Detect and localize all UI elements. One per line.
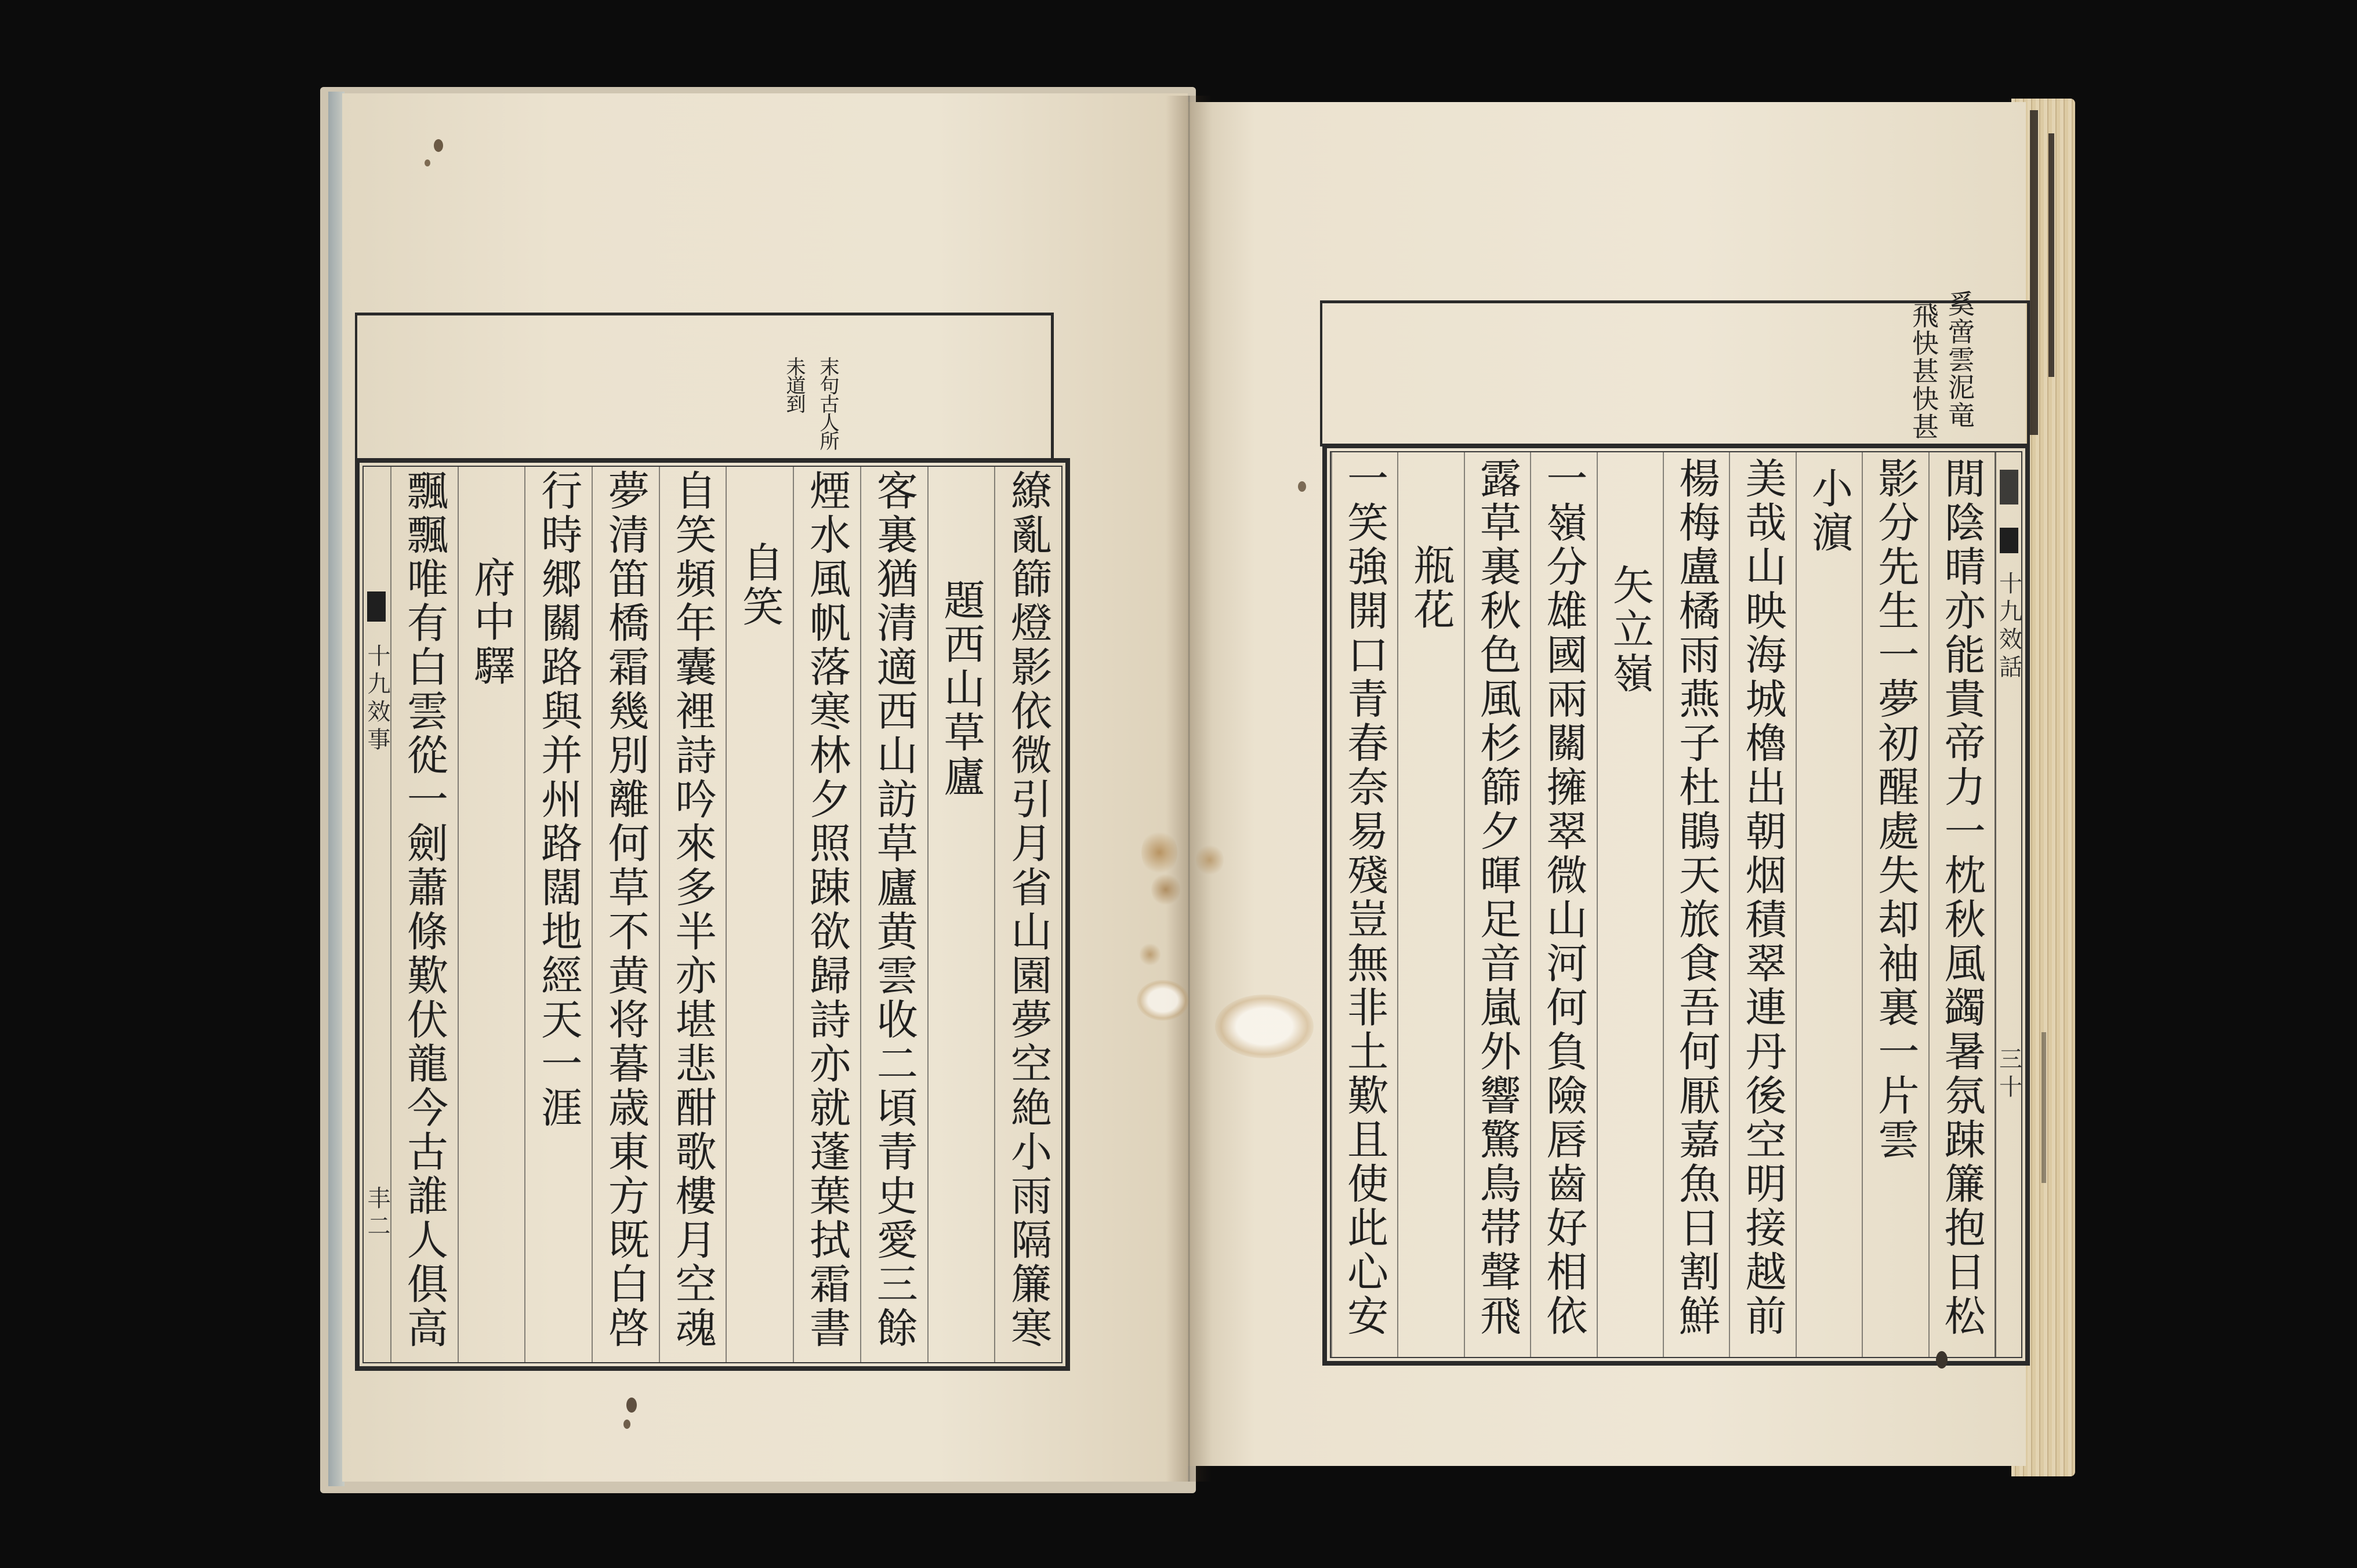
verse-text: 閒陰晴亦能貴帝力一枕秋風蠲暑氛踈簾抱日松 <box>1938 457 1986 1338</box>
right-head-note-line-2: 飛快甚快甚 <box>1908 302 1939 441</box>
page-edge-mark <box>2041 1032 2046 1183</box>
poem-title: 矢立嶺 <box>1606 564 1655 696</box>
wear-mark <box>1298 481 1306 492</box>
page-edge-mark <box>2048 133 2054 377</box>
verse-column <box>1928 452 1995 1357</box>
right-inner-rule <box>1330 451 2022 1358</box>
wear-mark <box>434 139 443 152</box>
left-text-frame <box>355 458 1070 1371</box>
right-fold-band <box>1995 452 2021 1357</box>
page-edge-mark <box>2030 110 2038 435</box>
verse-text: 影分先生一夢初醒處失却袖裏一片雲 <box>1871 457 1920 1162</box>
verse-text: 夢清笛橋霜幾別離何草不黄将暮歳東方既白啓 <box>601 469 650 1351</box>
verse-column <box>860 467 927 1362</box>
poem-title: 瓶花 <box>1407 544 1456 632</box>
verse-column <box>994 467 1061 1362</box>
poem-title: 題西山草廬 <box>937 579 985 799</box>
verse-text: 一嶺分雄國兩關擁翠微山河何負險唇齒好相依 <box>1539 457 1588 1338</box>
water-stain <box>1140 942 1161 967</box>
fold-book-title: 十九效事 <box>363 644 390 755</box>
poem-title: 府中驛 <box>467 556 516 688</box>
title-column <box>726 467 793 1362</box>
verse-text: 楊梅盧橘雨燕子杜鵑天旅食吾何厭嘉魚日割鮮 <box>1672 457 1721 1338</box>
title-column <box>1597 452 1663 1357</box>
verse-text: 美哉山映海城櫓出朝烟積翠連丹後空明接越前 <box>1739 457 1787 1338</box>
gutter-fold <box>1166 96 1212 1482</box>
fold-book-title: 十九效話 <box>1995 571 2022 683</box>
poem-title: 小濵 <box>1805 467 1854 555</box>
verse-column <box>1464 452 1530 1357</box>
verse-text: 一笑強開口青春奈易殘豈無非土歎且使此心安 <box>1340 457 1389 1338</box>
verse-column <box>1729 452 1795 1357</box>
wear-mark <box>425 159 430 166</box>
verse-column <box>390 467 458 1362</box>
wear-mark <box>626 1398 637 1413</box>
verse-text: 行時郷關路與并州路闊地經天一涯 <box>534 469 583 1130</box>
verse-text: 煙水風帆落寒林夕照踈欲歸詩亦就蓬葉拭霜書 <box>803 469 851 1351</box>
poem-title: 自笑 <box>735 541 784 629</box>
verse-text: 客裏猶清適西山訪草廬黄雲收二頃青史愛三餘 <box>870 469 919 1351</box>
wear-mark <box>623 1420 630 1429</box>
verse-column <box>524 467 592 1362</box>
verse-column <box>1663 452 1729 1357</box>
title-column <box>1796 452 1862 1357</box>
verse-column <box>1530 452 1596 1357</box>
pale-patch <box>1137 980 1189 1021</box>
fish-tail-mark <box>2000 470 2018 504</box>
verse-text: 露草裏秋色風杉篩夕暉足音嵐外響驚鳥帯聲飛 <box>1473 457 1522 1338</box>
pale-patch <box>1215 994 1314 1058</box>
right-text-columns <box>1331 452 2021 1357</box>
water-stain <box>1141 829 1177 876</box>
verse-column <box>1862 452 1928 1357</box>
verse-column <box>659 467 726 1362</box>
verse-column <box>793 467 860 1362</box>
title-column <box>1397 452 1463 1357</box>
verse-column <box>1331 452 1397 1357</box>
fish-tail-mark <box>367 591 386 622</box>
fish-tail-mark <box>2000 528 2018 553</box>
water-stain <box>1196 844 1224 876</box>
right-head-note-line-1: 奚啻雲泥竜 <box>1944 290 1975 429</box>
left-head-margin-box <box>355 313 1054 461</box>
wear-mark <box>1936 1351 1948 1369</box>
water-stain <box>1151 873 1180 906</box>
fold-leaf-number: 三十 <box>1995 1047 2022 1102</box>
verse-column <box>592 467 659 1362</box>
verse-text: 繚亂篩燈影依微引月省山園夢空絶小雨隔簾寒 <box>1004 469 1053 1351</box>
fold-leaf-number: 丰二 <box>363 1186 390 1242</box>
title-column <box>927 467 995 1362</box>
right-text-frame <box>1322 444 2030 1366</box>
title-column <box>458 467 525 1362</box>
verse-text: 飄飄唯有白雲從一劍蕭條歎伏龍今古誰人俱高 <box>400 469 449 1351</box>
left-fold-band <box>364 467 390 1362</box>
left-head-note-line-2: 未道到 <box>782 357 806 412</box>
left-inner-rule <box>362 466 1063 1363</box>
left-head-note-line-1: 末句古人所 <box>816 357 839 449</box>
verse-text: 自笑頻年囊裡詩吟來多半亦堪悲酣歌樓月空魂 <box>669 469 717 1351</box>
left-text-columns <box>364 467 1061 1362</box>
